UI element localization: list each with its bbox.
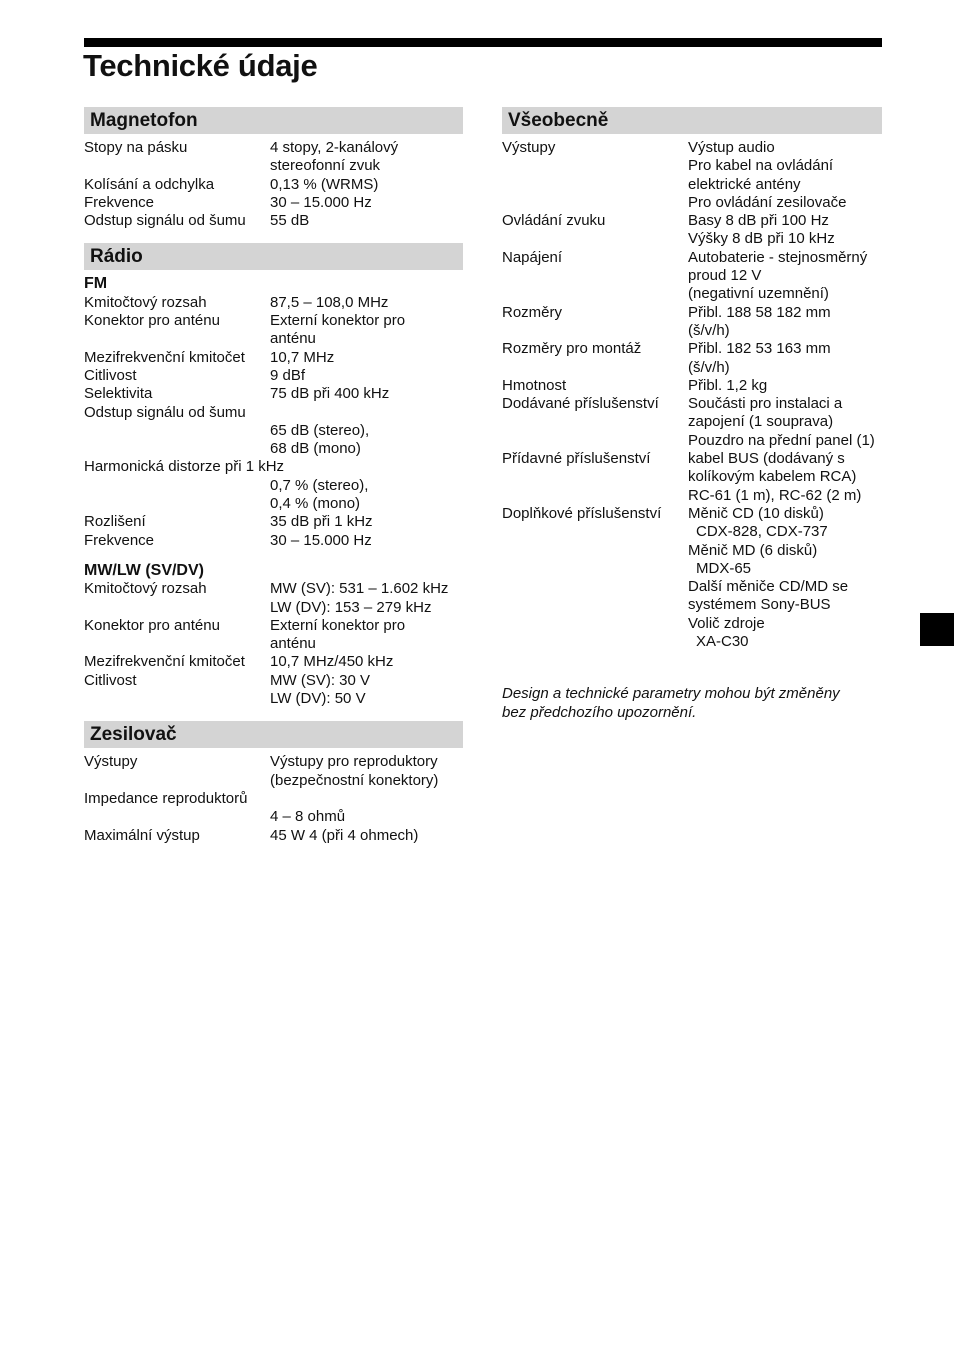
- page-title: Technické údaje: [83, 48, 318, 83]
- spec-row: [84, 753, 463, 790]
- spec-row: [502, 249, 882, 304]
- spec-row: [84, 532, 463, 550]
- spec-value: Basy 8 dB při 100 Hz: [688, 212, 829, 230]
- section-heading: Zesilovač: [84, 721, 463, 748]
- spec-value: kolíkovým kabelem RCA): [688, 468, 857, 486]
- spec-list: [84, 753, 463, 844]
- spec-value: 68 dB (mono): [270, 440, 361, 458]
- spec-value: 0,7 % (stereo),: [270, 476, 369, 494]
- spec-label: Frekvence: [84, 531, 155, 549]
- spec-value: Výšky 8 dB při 10 kHz: [688, 230, 835, 248]
- spec-label: Kmitočtový rozsah: [84, 580, 207, 598]
- spec-value: Výstupy pro reproduktory: [270, 753, 438, 771]
- subsection-heading: MW/LW (SV/DV): [84, 561, 204, 579]
- spec-values: [270, 294, 463, 312]
- spec-value: 30 – 15.000 Hz: [270, 531, 372, 549]
- spec-value: Výstup audio: [688, 139, 775, 156]
- spec-label: [84, 422, 270, 459]
- spec-row: [502, 340, 882, 377]
- spec-row: [84, 349, 463, 367]
- spec-label: Rozlišení: [84, 513, 146, 531]
- spec-row: [84, 580, 463, 617]
- spec-label: Odstup signálu od šumu: [84, 403, 246, 421]
- spec-label: Rozměry: [502, 303, 563, 321]
- section-magnetofon: [84, 107, 463, 230]
- spec-values: [270, 194, 463, 212]
- spec-row: [84, 212, 463, 230]
- spec-value: Další měniče CD/MD se: [688, 578, 849, 596]
- spec-label: Výstupy: [502, 139, 556, 156]
- spec-value: RC-61 (1 m), RC-62 (2 m): [688, 486, 862, 504]
- left-column: [84, 107, 463, 845]
- section-heading: Všeobecně: [502, 107, 882, 134]
- spec-list: [84, 294, 463, 550]
- spec-value: Přibl. 188 58 182 mm: [688, 303, 831, 321]
- page-edge-tab: [920, 613, 954, 646]
- spec-values: [270, 827, 463, 845]
- spec-row: [84, 385, 463, 403]
- spec-label: Impedance reproduktorů: [84, 789, 248, 807]
- section-zesilovac: [84, 721, 463, 844]
- spec-row: [84, 790, 463, 808]
- spec-value: stereofonní zvuk: [270, 157, 381, 175]
- footnote-line: Design a technické parametry mohou být změněny: [502, 685, 840, 703]
- spec-value: 65 dB (stereo),: [270, 421, 370, 439]
- spec-label: Doplňkové příslušenství: [502, 504, 662, 522]
- spec-value: MW (SV): 30 V: [270, 671, 371, 689]
- spec-label: Konektor pro anténu: [84, 312, 220, 330]
- spec-value: (š/v/h): [688, 321, 730, 339]
- spec-value: 0,13 % (WRMS): [270, 175, 379, 193]
- spec-value: Měnič CD (10 disků): [688, 504, 824, 522]
- spec-row: [502, 377, 882, 395]
- spec-value: anténu: [270, 635, 316, 653]
- section-vseobecne: [502, 107, 882, 651]
- spec-row: [502, 139, 882, 212]
- spec-row: [84, 477, 463, 514]
- spec-label: Maximální výstup: [84, 826, 200, 844]
- spec-values: [270, 385, 463, 403]
- spec-value: (negativní uzemnění): [688, 285, 829, 303]
- spec-label: Dodávané příslušenství: [502, 395, 659, 413]
- spec-value: Pouzdro na přední panel (1): [688, 431, 875, 449]
- spec-row: [84, 808, 463, 826]
- spec-label: Stopy na pásku: [84, 139, 188, 156]
- subsection-heading: FM: [84, 275, 108, 293]
- spec-value: Pro kabel na ovládání: [688, 157, 834, 175]
- spec-value: LW (DV): 50 V: [270, 690, 366, 708]
- spec-value: (bezpečnostní konektory): [270, 771, 439, 789]
- spec-row: [502, 212, 882, 249]
- spec-values: [688, 340, 882, 377]
- spec-value: MW (SV): 531 – 1.602 kHz: [270, 580, 449, 598]
- spec-values: [688, 377, 882, 395]
- spec-values: [270, 753, 463, 790]
- spec-values: [270, 176, 463, 194]
- spec-value: 55 dB: [270, 212, 310, 230]
- spec-label: Citlivost: [84, 366, 137, 384]
- spec-value: Externí konektor pro: [270, 616, 406, 634]
- spec-values: [270, 212, 463, 230]
- spec-list: [84, 580, 463, 708]
- spec-label: Frekvence: [84, 193, 155, 211]
- spec-value: Pro ovládání zesilovače: [688, 193, 847, 211]
- spec-label: Harmonická distorze při 1 kHz: [84, 458, 285, 476]
- spec-value: (š/v/h): [688, 358, 730, 376]
- spec-value: 87,5 – 108,0 MHz: [270, 293, 389, 311]
- spec-value: zapojení (1 souprava): [688, 413, 834, 431]
- spec-label: Výstupy: [84, 753, 138, 771]
- spec-value: systémem Sony-BUS: [688, 596, 831, 614]
- spec-values: [688, 212, 882, 249]
- spec-value: 0,4 % (mono): [270, 495, 361, 513]
- footnote-line: bez předchozího upozornění.: [502, 704, 697, 722]
- spec-label: [84, 477, 270, 514]
- spec-values: [270, 477, 463, 514]
- spec-label: Mezifrekvenční kmitočet: [84, 653, 245, 671]
- spec-value: elektrické antény: [688, 175, 801, 193]
- spec-values: [270, 422, 463, 459]
- spec-value: Měnič MD (6 disků): [688, 541, 818, 559]
- spec-value: proud 12 V: [688, 267, 762, 285]
- section-heading: Magnetofon: [84, 107, 463, 134]
- spec-value: 30 – 15.000 Hz: [270, 193, 372, 211]
- spec-values: [270, 580, 463, 617]
- spec-values: [270, 808, 463, 826]
- spec-row: [84, 653, 463, 671]
- spec-list: [84, 139, 463, 230]
- spec-value: 4 stopy, 2-kanálový: [270, 139, 399, 156]
- spec-value: kabel BUS (dodávaný s: [688, 450, 845, 468]
- spec-value: Volič zdroje: [688, 614, 765, 632]
- spec-values: [270, 139, 463, 176]
- spec-values: [688, 304, 882, 341]
- spec-values: [688, 450, 882, 505]
- spec-value: MDX-65: [696, 559, 752, 577]
- spec-values: [270, 672, 463, 709]
- spec-values: [688, 395, 882, 450]
- spec-row: [502, 450, 882, 505]
- spec-row: [84, 672, 463, 709]
- spec-label: Hmotnost: [502, 376, 567, 394]
- section-radio: [84, 243, 463, 708]
- spec-value: CDX-828, CDX-737: [696, 523, 828, 541]
- spec-value: Součásti pro instalaci a: [688, 395, 843, 413]
- spec-row: [84, 176, 463, 194]
- spec-row: [84, 194, 463, 212]
- spec-values: [688, 249, 882, 304]
- spec-row: [84, 404, 463, 422]
- spec-label: Konektor pro anténu: [84, 616, 220, 634]
- spec-row: [502, 505, 882, 651]
- spec-row: [84, 139, 463, 176]
- spec-row: [502, 395, 882, 450]
- spec-values: [270, 513, 463, 531]
- spec-row: [84, 513, 463, 531]
- spec-label: Ovládání zvuku: [502, 212, 606, 230]
- spec-values: [270, 312, 463, 349]
- spec-value: 75 dB při 400 kHz: [270, 385, 390, 403]
- title-rule: [84, 38, 882, 47]
- spec-values: [688, 505, 882, 651]
- spec-value: 45 W 4 (při 4 ohmech): [270, 826, 419, 844]
- spec-values: [688, 139, 882, 212]
- spec-label: Kmitočtový rozsah: [84, 293, 207, 311]
- spec-values: [270, 617, 463, 654]
- spec-label: Napájení: [502, 248, 563, 266]
- footnote: [502, 684, 882, 722]
- spec-row: [84, 617, 463, 654]
- spec-values: [270, 367, 463, 385]
- spec-value: 9 dBf: [270, 366, 306, 384]
- spec-row: [84, 312, 463, 349]
- spec-label: Přídavné příslušenství: [502, 450, 651, 468]
- spec-value: 10,7 MHz: [270, 348, 335, 366]
- spec-label: [84, 808, 270, 826]
- spec-label: Rozměry pro montáž: [502, 340, 642, 358]
- spec-value: Autobaterie - stejnosměrný: [688, 248, 868, 266]
- spec-label: Kolísání a odchylka: [84, 175, 215, 193]
- spec-value: 35 dB při 1 kHz: [270, 513, 373, 531]
- spec-list: [502, 139, 882, 651]
- spec-value: LW (DV): 153 – 279 kHz: [270, 598, 432, 616]
- spec-value: XA-C30: [696, 633, 749, 651]
- spec-row: [502, 304, 882, 341]
- spec-label: Mezifrekvenční kmitočet: [84, 348, 245, 366]
- spec-row: [84, 827, 463, 845]
- spec-values: [270, 653, 463, 671]
- right-column: [502, 107, 882, 722]
- spec-value: Externí konektor pro: [270, 312, 406, 330]
- spec-values: [270, 349, 463, 367]
- spec-value: Přibl. 1,2 kg: [688, 376, 768, 394]
- spec-values: [270, 532, 463, 550]
- spec-label: Selektivita: [84, 385, 153, 403]
- section-heading: Rádio: [84, 243, 463, 270]
- spec-label: Citlivost: [84, 671, 137, 689]
- spec-row: [84, 422, 463, 459]
- spec-label: Odstup signálu od šumu: [84, 212, 246, 230]
- spec-value: 4 – 8 ohmů: [270, 808, 346, 826]
- spec-value: anténu: [270, 330, 316, 348]
- spec-row: [84, 458, 463, 476]
- spec-row: [84, 294, 463, 312]
- spec-value: Přibl. 182 53 163 mm: [688, 340, 831, 358]
- spec-value: 10,7 MHz/450 kHz: [270, 653, 394, 671]
- spec-row: [84, 367, 463, 385]
